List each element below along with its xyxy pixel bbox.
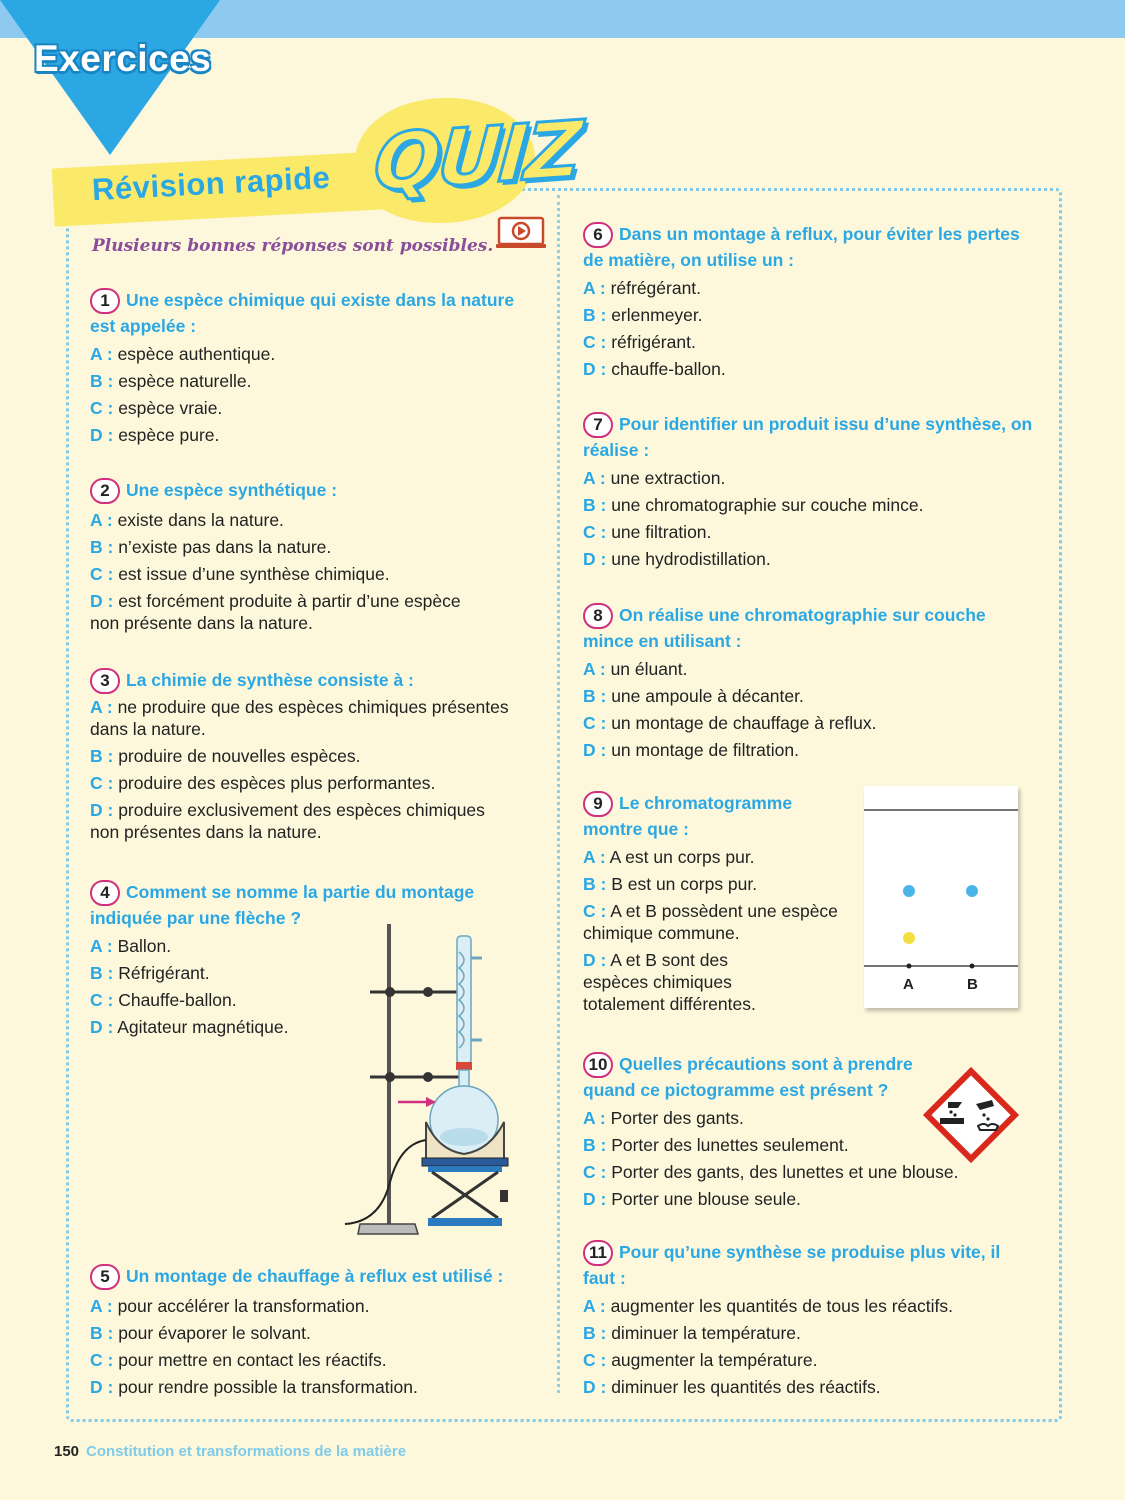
option-letter: A :: [90, 510, 113, 531]
option-b[interactable]: [90, 536, 530, 558]
option-letter: B :: [90, 371, 114, 392]
option-text: augmenter la température.: [611, 1350, 818, 1371]
option-text: Porter des gants, des lunettes et une blouse.: [611, 1162, 959, 1183]
question-title: [90, 668, 530, 694]
option-b[interactable]: [583, 873, 843, 895]
option-text: une filtration.: [611, 522, 712, 543]
option-letter: C :: [90, 773, 114, 794]
option-d[interactable]: [90, 799, 500, 843]
option-text: A est un corps pur.: [609, 847, 755, 868]
option-letter: B :: [583, 686, 607, 707]
option-letter: D :: [583, 740, 607, 761]
question-title: [583, 222, 1033, 272]
question-number: 6: [583, 222, 613, 248]
option-d[interactable]: [90, 1376, 530, 1398]
option-letter: D :: [90, 1377, 114, 1398]
option-text: est issue d’une synthèse chimique.: [118, 564, 390, 585]
option-text: espèce authentique.: [117, 344, 276, 365]
option-text: pour évaporer le solvant.: [118, 1323, 311, 1344]
option-text: Ballon.: [117, 936, 172, 957]
option-text: diminuer les quantités des réactifs.: [611, 1377, 881, 1398]
option-text: existe dans la nature.: [117, 510, 284, 531]
question-title: [583, 603, 1003, 653]
option-letter: B :: [583, 305, 607, 326]
question-text: La chimie de synthèse consiste à :: [126, 670, 414, 690]
page-title: Révision rapide: [91, 159, 332, 208]
option-text: réfrégérant.: [610, 278, 702, 299]
option-c[interactable]: [583, 1349, 1033, 1371]
question-number: 3: [90, 668, 120, 694]
option-d[interactable]: [90, 424, 530, 446]
question-text: Le chromatogramme montre que :: [583, 793, 793, 840]
question-number: 5: [90, 1264, 120, 1290]
option-b[interactable]: [90, 1322, 530, 1344]
option-letter: A :: [90, 936, 113, 957]
option-text: pour rendre possible la transformation.: [118, 1377, 418, 1398]
question-11: [583, 1240, 1033, 1398]
question-6: [583, 222, 1033, 380]
option-letter: C :: [583, 1350, 607, 1371]
option-text: produire de nouvelles espèces.: [118, 746, 361, 767]
option-text: B est un corps pur.: [611, 874, 758, 895]
option-letter: C :: [90, 564, 114, 585]
option-text: erlenmeyer.: [611, 305, 703, 326]
option-letter: B :: [90, 746, 114, 767]
question-number: 2: [90, 478, 120, 504]
option-b[interactable]: [583, 304, 1033, 326]
column-divider: [557, 195, 560, 1393]
option-a[interactable]: [583, 1295, 1033, 1317]
question-text: Dans un montage à reflux, pour éviter les pertes de matière, on utilise un :: [583, 224, 1020, 271]
question-title: [583, 1240, 1033, 1290]
option-letter: A :: [583, 278, 606, 299]
quiz-badge: QUIZ: [371, 105, 583, 209]
option-letter: B :: [583, 874, 607, 895]
question-text: Une espèce chimique qui existe dans la nature est appelée :: [90, 290, 515, 337]
option-text: une chromatographie sur couche mince.: [611, 495, 924, 516]
section-title: Exercices: [34, 38, 212, 79]
question-title: [90, 288, 530, 338]
question-1: [90, 288, 530, 446]
corrosive-hazard-icon: [918, 1062, 1024, 1168]
question-text: Pour qu’une synthèse se produise plus vite, il faut :: [583, 1242, 1001, 1289]
option-letter: A :: [583, 1108, 606, 1129]
option-text: pour accélérer la transformation.: [117, 1296, 370, 1317]
option-d[interactable]: [583, 1376, 1033, 1398]
question-text: Une espèce synthétique :: [126, 480, 338, 500]
option-c[interactable]: [90, 563, 530, 585]
option-a[interactable]: [90, 1295, 530, 1317]
option-letter: C :: [583, 901, 607, 922]
question-number: 7: [583, 412, 613, 438]
option-text: augmenter les quantités de tous les réactifs.: [610, 1296, 953, 1317]
option-letter: B :: [583, 1323, 607, 1344]
option-letter: C :: [90, 990, 114, 1011]
option-letter: B :: [583, 495, 607, 516]
option-b[interactable]: [583, 1322, 1033, 1344]
option-d[interactable]: [583, 1188, 1033, 1210]
option-text: Porter des lunettes seulement.: [611, 1135, 849, 1156]
option-letter: D :: [90, 800, 114, 821]
option-text: est forcément produite à partir d’une espèce non présente dans la nature.: [90, 591, 461, 634]
question-title: [90, 1264, 530, 1290]
option-letter: B :: [583, 1135, 607, 1156]
option-c[interactable]: [583, 712, 1003, 734]
option-letter: A :: [90, 344, 113, 365]
reflux-apparatus-illustration: [340, 922, 530, 1242]
option-d[interactable]: [583, 358, 1033, 380]
option-text: Agitateur magnétique.: [117, 1017, 289, 1038]
option-text: un montage de chauffage à reflux.: [611, 713, 877, 734]
deposit-b: [970, 964, 975, 969]
option-letter: A :: [583, 1296, 606, 1317]
question-title: [583, 791, 813, 841]
option-text: ne produire que des espèces chimiques présentes dans la nature.: [90, 697, 509, 740]
option-text: A et B possèdent une espèce chimique commune.: [583, 901, 838, 944]
option-letter: D :: [90, 1017, 114, 1038]
question-2: [90, 478, 530, 634]
instructions: Plusieurs bonnes réponses sont possibles.: [92, 236, 494, 256]
question-number: 10: [583, 1052, 613, 1078]
lane-label-a: A: [903, 976, 914, 993]
option-a[interactable]: [583, 658, 1003, 680]
option-letter: D :: [583, 359, 607, 380]
question-5: [90, 1264, 530, 1398]
option-d[interactable]: [583, 548, 1033, 570]
deposit-a: [907, 964, 912, 969]
question-title: [583, 1052, 913, 1102]
option-c[interactable]: [90, 397, 530, 419]
option-a[interactable]: [90, 509, 530, 531]
option-letter: C :: [583, 713, 607, 734]
option-text: espèce naturelle.: [118, 371, 252, 392]
option-text: espèce pure.: [118, 425, 220, 446]
option-text: Porter une blouse seule.: [611, 1189, 801, 1210]
option-c[interactable]: [90, 1349, 530, 1371]
option-text: produire des espèces plus performantes.: [118, 773, 436, 794]
chromatogram-drawing: [864, 786, 1018, 1008]
option-c[interactable]: [583, 521, 1033, 543]
option-c[interactable]: [583, 900, 843, 944]
option-a[interactable]: [583, 846, 843, 868]
option-b[interactable]: [583, 685, 1003, 707]
option-text: une extraction.: [610, 468, 726, 489]
option-text: réfrigérant.: [611, 332, 696, 353]
option-letter: B :: [90, 1323, 114, 1344]
video-icon[interactable]: [496, 216, 546, 250]
option-b[interactable]: [583, 494, 1033, 516]
option-letter: B :: [90, 537, 114, 558]
question-9: [583, 791, 843, 1015]
option-letter: A :: [583, 659, 606, 680]
question-text: Un montage de chauffage à reflux est utilisé :: [126, 1266, 504, 1286]
option-letter: D :: [583, 1377, 607, 1398]
option-a[interactable]: [90, 343, 530, 365]
option-text: produire exclusivement des espèces chimiques non présentes dans la nature.: [90, 800, 485, 843]
spot-a-blue: [903, 885, 915, 897]
question-number: 1: [90, 288, 120, 314]
question-3: [90, 668, 530, 843]
question-text: Quelles précautions sont à prendre quand ce pictogramme est présent ?: [583, 1054, 913, 1101]
option-letter: C :: [90, 398, 114, 419]
option-letter: D :: [90, 425, 114, 446]
option-letter: D :: [583, 549, 607, 570]
option-letter: C :: [583, 1162, 607, 1183]
option-text: Porter des gants.: [610, 1108, 744, 1129]
option-b[interactable]: [90, 370, 530, 392]
lane-label-b: B: [967, 976, 978, 993]
option-text: un éluant.: [610, 659, 688, 680]
option-d[interactable]: [90, 590, 490, 634]
option-text: pour mettre en contact les réactifs.: [118, 1350, 387, 1371]
question-8: [583, 603, 1003, 761]
option-text: une hydrodistillation.: [611, 549, 771, 570]
question-text: Pour identifier un produit issu d’une synthèse, on réalise :: [583, 414, 1033, 461]
option-letter: A :: [90, 697, 113, 718]
option-letter: B :: [90, 963, 114, 984]
option-letter: A :: [90, 1296, 113, 1317]
option-letter: D :: [90, 591, 114, 612]
option-text: A et B sont des espèces chimiques totalement différentes.: [583, 950, 756, 1015]
option-text: espèce vraie.: [118, 398, 223, 419]
option-d[interactable]: [583, 949, 783, 1015]
option-c[interactable]: [90, 772, 530, 794]
option-c[interactable]: [583, 331, 1033, 353]
option-letter: D :: [583, 1189, 607, 1210]
option-text: chauffe-ballon.: [611, 359, 726, 380]
chapter-title: Constitution et transformations de la matière: [86, 1443, 407, 1460]
option-text: un montage de filtration.: [611, 740, 799, 761]
option-letter: C :: [583, 332, 607, 353]
option-a[interactable]: [583, 277, 1033, 299]
question-number: 4: [90, 880, 120, 906]
question-title: [583, 412, 1033, 462]
option-b[interactable]: [90, 745, 530, 767]
question-text: On réalise une chromatographie sur couche mince en utilisant :: [583, 605, 986, 652]
option-letter: D :: [583, 950, 607, 971]
option-d[interactable]: [583, 739, 1003, 761]
option-text: une ampoule à décanter.: [611, 686, 804, 707]
question-7: [583, 412, 1033, 570]
question-number: 8: [583, 603, 613, 629]
question-number: 11: [583, 1240, 613, 1266]
question-number: 9: [583, 791, 613, 817]
chromatogram-plate: [864, 786, 1018, 1008]
page-number: 150: [54, 1443, 80, 1460]
option-letter: C :: [90, 1350, 114, 1371]
option-text: n’existe pas dans la nature.: [118, 537, 332, 558]
option-a[interactable]: [90, 696, 530, 740]
spot-a-yellow: [903, 932, 915, 944]
question-title: [90, 478, 530, 504]
spot-b-blue: [966, 885, 978, 897]
option-letter: A :: [583, 847, 606, 868]
option-text: Chauffe-ballon.: [118, 990, 237, 1011]
option-letter: A :: [583, 468, 606, 489]
option-a[interactable]: [583, 467, 1033, 489]
option-text: diminuer la température.: [611, 1323, 801, 1344]
question-text: Comment se nomme la partie du montage indiquée par une flèche ?: [90, 882, 475, 929]
option-letter: C :: [583, 522, 607, 543]
option-text: Réfrigérant.: [118, 963, 210, 984]
